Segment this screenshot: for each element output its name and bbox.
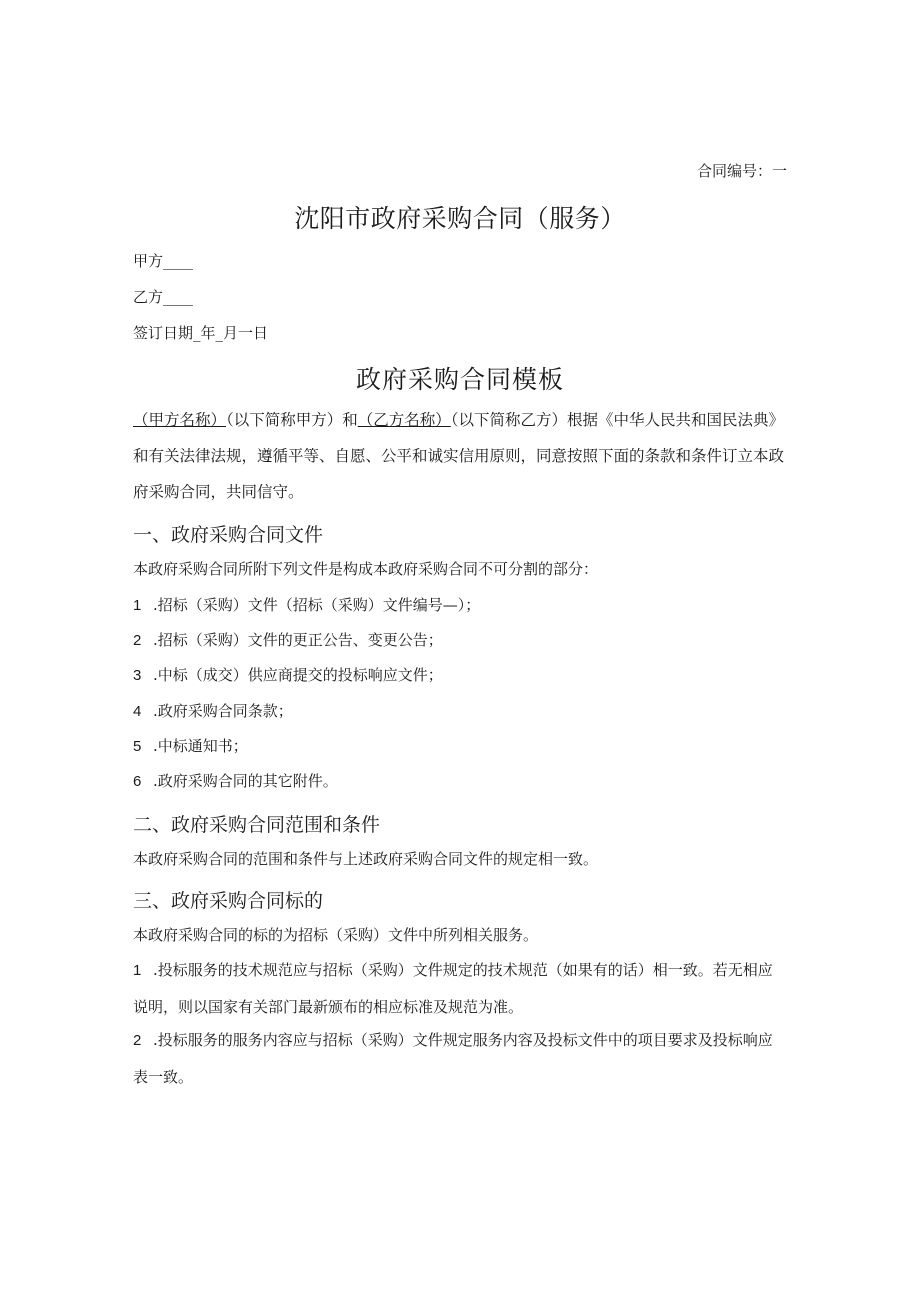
list-item-number: 3 bbox=[133, 667, 142, 684]
list-item-text: .招标（采购）文件的更正公告、变更公告； bbox=[153, 631, 443, 649]
list-item-text: .政府采购合同的其它附件。 bbox=[153, 772, 338, 790]
list-item-text: .招标（采购）文件（招标（采购）文件编号—）； bbox=[153, 596, 481, 614]
list-item bbox=[133, 594, 480, 615]
template-title: 政府采购合同模板 bbox=[355, 365, 564, 394]
section-3-heading: 三、政府采购合同标的 bbox=[133, 890, 324, 912]
list-item bbox=[133, 629, 443, 650]
list-item bbox=[133, 770, 338, 791]
list-item bbox=[133, 1022, 783, 1095]
list-item-text: .投标服务的服务内容应与招标（采购）文件规定服务内容及投标文件中的项目要求及投标响应表一致。 bbox=[133, 1031, 773, 1086]
party-b-line: 乙方____ bbox=[133, 288, 194, 306]
list-item-number: 5 bbox=[133, 738, 142, 755]
list-item-text: .中标通知书； bbox=[153, 737, 248, 755]
list-item-number: 4 bbox=[133, 703, 142, 720]
intro-text-1: （以下简称甲方）和 bbox=[226, 411, 358, 429]
section-3-text: 本政府采购合同的标的为招标（采购）文件中所列相关服务。 bbox=[133, 926, 539, 944]
list-item-number: 2 bbox=[133, 1032, 142, 1049]
list-item bbox=[133, 735, 248, 756]
section-1-intro: 本政府采购合同所附下列文件是构成本政府采购合同不可分割的部分： bbox=[133, 560, 599, 578]
section-2-heading: 二、政府采购合同范围和条件 bbox=[133, 814, 381, 836]
intro-text-2: （以下简称乙方）根据《中华人民共和国民法典》和有关法律法规，遵循平等、自愿、公平和诚实信用原则，同意按照下面的条款和条件订立本政府采购合同，共同信守。 bbox=[133, 411, 785, 501]
sign-date-line: 签订日期_年_月一日 bbox=[133, 324, 269, 342]
list-item-number: 2 bbox=[133, 632, 142, 649]
list-item-number: 6 bbox=[133, 773, 142, 790]
party-a-line: 甲方____ bbox=[133, 252, 194, 270]
list-item bbox=[133, 952, 783, 1025]
list-item-text: .政府采购合同条款； bbox=[153, 702, 293, 720]
list-item-number: 1 bbox=[133, 597, 142, 614]
party-b-name-blank: （乙方名称） bbox=[357, 411, 451, 429]
contract-number: 合同编号：一 bbox=[696, 162, 787, 180]
section-2-text: 本政府采购合同的范围和条件与上述政府采购合同文件的规定相一致。 bbox=[133, 850, 599, 868]
section-1-heading: 一、政府采购合同文件 bbox=[133, 524, 324, 546]
list-item bbox=[133, 664, 443, 685]
list-item-text: .中标（成交）供应商提交的投标响应文件； bbox=[153, 666, 443, 684]
intro-paragraph bbox=[133, 402, 789, 510]
list-item-number: 1 bbox=[133, 962, 142, 979]
party-a-name-blank: （甲方名称） bbox=[133, 411, 227, 429]
list-item bbox=[133, 700, 293, 721]
document-title: 沈阳市政府采购合同（服务） bbox=[294, 204, 626, 233]
list-item-text: .投标服务的技术规范应与招标（采购）文件规定的技术规范（如果有的话）相一致。若无相应说明，则以国家有关部门最新颁布的相应标准及规范为准。 bbox=[133, 961, 773, 1016]
